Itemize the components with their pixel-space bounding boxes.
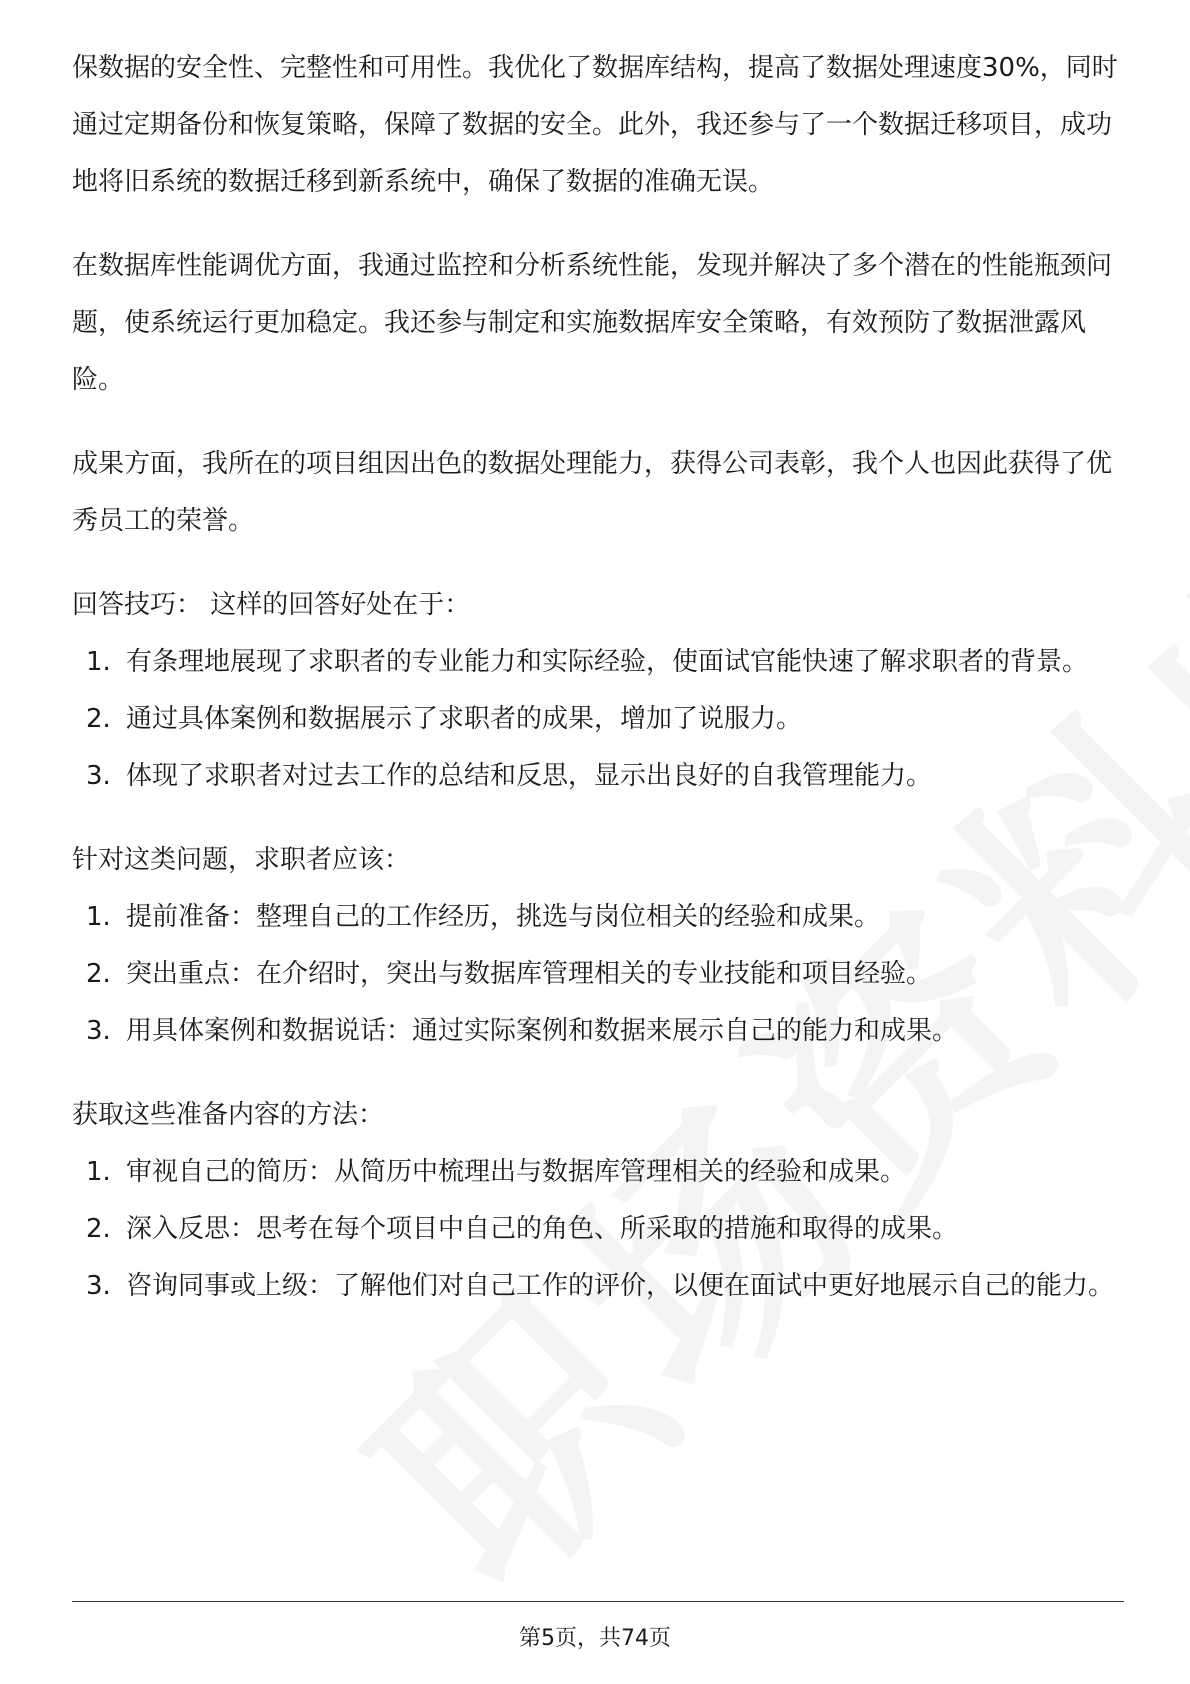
- list-text: 用具体案例和数据说话：通过实际案例和数据来展示自己的能力和成果。: [126, 1016, 959, 1046]
- paragraph-1: 保数据的安全性、完整性和可用性。我优化了数据库结构，提高了数据处理速度30%，同时通过定期备份和恢复策略，保障了数据的安全。此外，我还参与了一个数据迁移项目，成功地将旧系统的数据迁移到新系统中，确保了数据的准确无误。: [72, 53, 1118, 197]
- list-item: [72, 1201, 1122, 1258]
- list-item: [72, 691, 1122, 748]
- list-text: 审视自己的简历：从简历中梳理出与数据库管理相关的经验和成果。: [126, 1157, 907, 1187]
- list-item: [72, 1144, 1122, 1201]
- list-text: 深入反思：思考在每个项目中自己的角色、所采取的措施和取得的成果。: [126, 1214, 959, 1244]
- list-text: 体现了求职者对过去工作的总结和反思，显示出良好的自我管理能力。: [126, 761, 933, 791]
- list-number: 2.: [86, 959, 111, 989]
- list-item: [72, 946, 1122, 1003]
- list-number: 1.: [86, 1157, 111, 1187]
- should-heading: 针对这类问题，求职者应该：: [72, 845, 411, 875]
- footer-divider: [72, 1601, 1124, 1602]
- tips-list: [72, 634, 1122, 805]
- list-number: 3.: [86, 1016, 111, 1046]
- list-number: 3.: [86, 1271, 111, 1301]
- paragraph-3: 成果方面，我所在的项目组因出色的数据处理能力，获得公司表彰，我个人也因此获得了优秀员工的荣誉。: [72, 449, 1113, 536]
- page-number: 第5页，共74页: [519, 1626, 671, 1651]
- methods-list: [72, 1144, 1122, 1315]
- tips-heading: 回答技巧： 这样的回答好处在于：: [72, 590, 471, 620]
- list-number: 1.: [86, 647, 111, 677]
- list-item: [72, 889, 1122, 946]
- list-text: 通过具体案例和数据展示了求职者的成果，增加了说服力。: [126, 704, 803, 734]
- list-item: [72, 748, 1122, 805]
- should-list: [72, 889, 1122, 1060]
- list-text: 咨询同事或上级：了解他们对自己工作的评价，以便在面试中更好地展示自己的能力。: [126, 1271, 1115, 1301]
- list-item: [72, 1003, 1122, 1060]
- paragraph-2: 在数据库性能调优方面，我通过监控和分析系统性能，发现并解决了多个潜在的性能瓶颈问题，使系统运行更加稳定。我还参与制定和实施数据库安全策略，有效预防了数据泄露风险。: [72, 251, 1113, 395]
- list-item: [72, 634, 1122, 691]
- list-number: 2.: [86, 1214, 111, 1244]
- methods-heading: 获取这些准备内容的方法：: [72, 1100, 385, 1130]
- list-text: 有条理地展现了求职者的专业能力和实际经验，使面试官能快速了解求职者的背景。: [126, 647, 1089, 677]
- list-item: [72, 1258, 1122, 1315]
- list-number: 3.: [86, 761, 111, 791]
- list-text: 提前准备：整理自己的工作经历，挑选与岗位相关的经验和成果。: [126, 902, 881, 932]
- list-number: 2.: [86, 704, 111, 734]
- list-text: 突出重点：在介绍时，突出与数据库管理相关的专业技能和项目经验。: [126, 959, 933, 989]
- document-body: [72, 40, 1122, 1315]
- list-number: 1.: [86, 902, 111, 932]
